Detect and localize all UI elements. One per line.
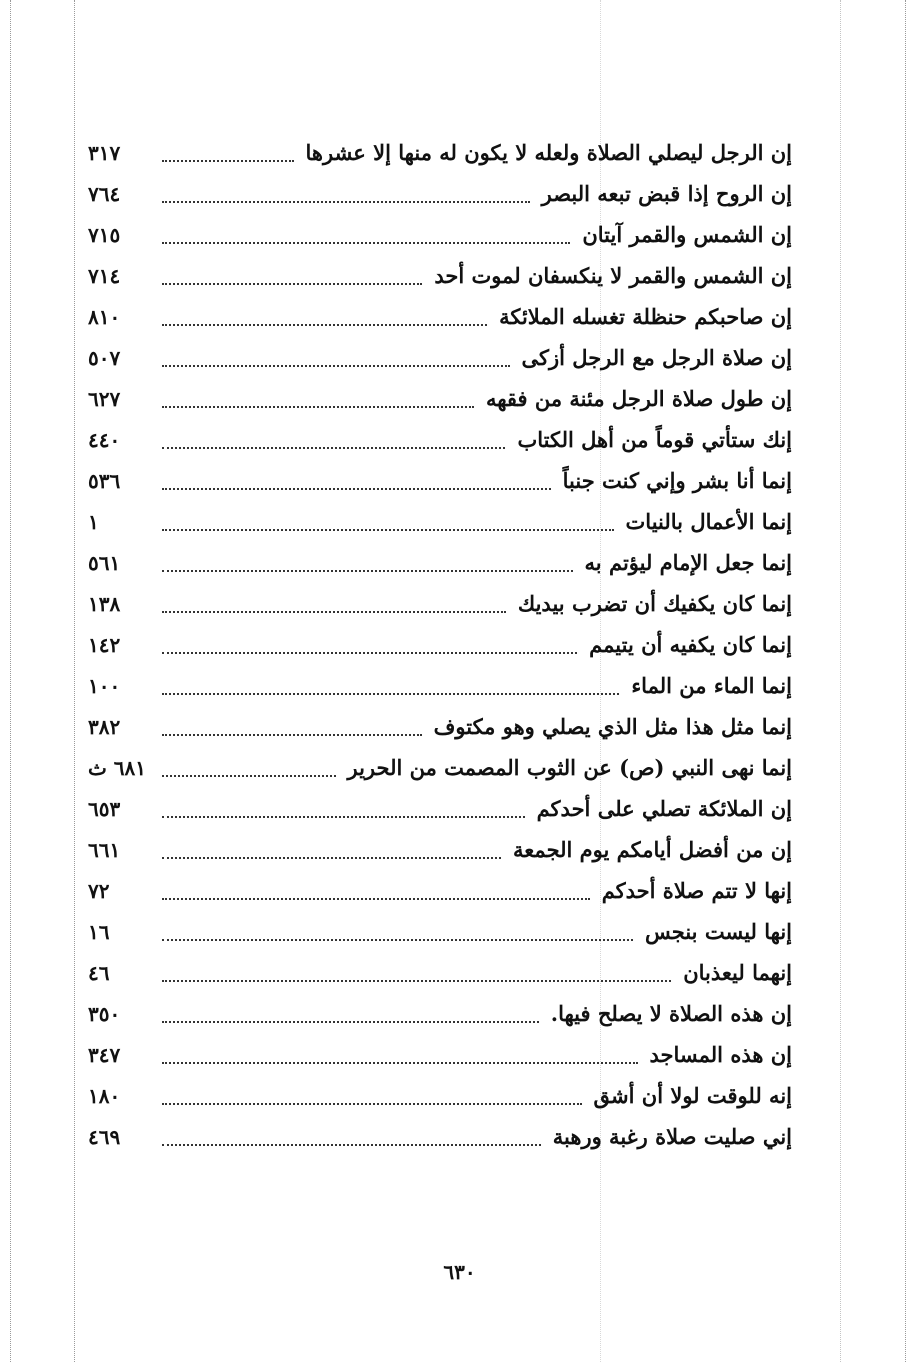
index-entry <box>88 1034 792 1075</box>
entry-text: إن الشمس والقمر آيتان <box>582 222 792 247</box>
index-entry <box>88 460 792 501</box>
entry-text: إني صليت صلاة رغبة ورهبة <box>552 1124 792 1149</box>
entry-page-number: ٧١٥ <box>88 223 121 247</box>
index-entry <box>88 624 792 665</box>
margin-guide-line <box>10 0 11 1362</box>
entry-page-number: ١٠٠ <box>88 674 121 698</box>
entry-text: إنه للوقت لولا أن أشق <box>593 1083 792 1108</box>
dot-leader <box>162 652 577 654</box>
index-entry <box>88 747 792 788</box>
entry-text: إن الشمس والقمر لا ينكسفان لموت أحد <box>434 263 792 288</box>
index-entry <box>88 214 792 255</box>
entry-text: إنما كان يكفيك أن تضرب بيديك <box>517 591 792 616</box>
index-entry <box>88 132 792 173</box>
dot-leader <box>162 734 422 736</box>
entry-text: إن الرجل ليصلي الصلاة ولعله لا يكون له منها إلا عشرها <box>305 140 792 165</box>
index-entry <box>88 1116 792 1157</box>
entry-page-number: ١٦ <box>88 920 110 944</box>
index-entry <box>88 296 792 337</box>
entry-page-number: ٧٢ <box>88 879 110 903</box>
entry-text: إنما جعل الإمام ليؤتم به <box>584 550 792 575</box>
entry-text: إن هذه المساجد <box>649 1042 792 1067</box>
entry-page-number: ٣٤٧ <box>88 1043 121 1067</box>
entry-page-number: ٦٢٧ <box>88 387 121 411</box>
entry-text: إن هذه الصلاة لا يصلح فيها. <box>550 1001 792 1026</box>
entry-page-number: ٦٦١ <box>88 838 121 862</box>
entry-page-number: ٣٨٢ <box>88 715 121 739</box>
entry-text: إنما كان يكفيه أن يتيمم <box>589 632 792 657</box>
entry-page-number: ٧١٤ <box>88 264 121 288</box>
entry-page-number: ٤٦ <box>88 961 110 985</box>
dot-leader <box>162 447 505 449</box>
entry-text: إنها ليست بنجس <box>645 919 792 944</box>
dot-leader <box>162 1144 541 1146</box>
entry-text: إنهما ليعذبان <box>683 960 792 985</box>
entry-page-number: ٦٥٣ <box>88 797 121 821</box>
margin-guide-line <box>74 0 75 1362</box>
margin-guide-line <box>905 0 906 1362</box>
page-number: ٦٣٠ <box>443 1260 476 1284</box>
dot-leader <box>162 775 336 777</box>
index-entry <box>88 952 792 993</box>
index-entry <box>88 173 792 214</box>
index-entry <box>88 829 792 870</box>
entry-text: إن صاحبكم حنظلة تغسله الملائكة <box>499 304 792 329</box>
margin-guide-line <box>840 0 841 1362</box>
entry-text: إن من أفضل أيامكم يوم الجمعة <box>513 837 792 862</box>
entry-text: إنما الأعمال بالنيات <box>625 509 792 534</box>
entry-page-number: ١٨٠ <box>88 1084 121 1108</box>
dot-leader <box>162 693 619 695</box>
dot-leader <box>162 1062 638 1064</box>
index-entry <box>88 542 792 583</box>
entry-text: إن صلاة الرجل مع الرجل أزكى <box>521 345 792 370</box>
entry-page-number: ١ <box>88 510 99 534</box>
entry-text: إن الملائكة تصلي على أحدكم <box>536 796 792 821</box>
entry-text: إنما نهى النبي (ص) عن الثوب المصمت من الحرير <box>347 755 792 780</box>
dot-leader <box>162 201 530 203</box>
index-entry <box>88 1075 792 1116</box>
index-entry <box>88 419 792 460</box>
index-entry <box>88 911 792 952</box>
entry-page-number: ٤٤٠ <box>88 428 121 452</box>
index-entry <box>88 501 792 542</box>
index-entry <box>88 870 792 911</box>
dot-leader <box>162 898 590 900</box>
dot-leader <box>162 980 671 982</box>
dot-leader <box>162 160 294 162</box>
dot-leader <box>162 406 474 408</box>
entry-text: إن طول صلاة الرجل مئنة من فقهه <box>485 386 792 411</box>
entry-page-number: ٥٦١ <box>88 551 121 575</box>
dot-leader <box>162 529 614 531</box>
dot-leader <box>162 939 633 941</box>
dot-leader <box>162 365 510 367</box>
index-entry <box>88 788 792 829</box>
hadith-index-list <box>88 132 792 1157</box>
entry-text: إنك ستأتي قوماً من أهل الكتاب <box>517 427 792 452</box>
entry-text: إنما الماء من الماء <box>631 673 792 698</box>
dot-leader <box>162 1021 539 1023</box>
entry-page-number: ٣٥٠ <box>88 1002 121 1026</box>
entry-page-number: ٥٠٧ <box>88 346 121 370</box>
index-entry <box>88 378 792 419</box>
dot-leader <box>162 570 573 572</box>
dot-leader <box>162 1103 582 1105</box>
index-entry <box>88 583 792 624</box>
entry-page-number: ٣١٧ <box>88 141 121 165</box>
entry-text: إن الروح إذا قبض تبعه البصر <box>541 181 792 206</box>
entry-page-number: ٥٣٦ <box>88 469 121 493</box>
entry-page-number: ١٤٢ <box>88 633 121 657</box>
entry-page-number: ٤٦٩ <box>88 1125 121 1149</box>
dot-leader <box>162 324 487 326</box>
dot-leader <box>162 283 422 285</box>
dot-leader <box>162 857 501 859</box>
entry-page-number: ٧٦٤ <box>88 182 121 206</box>
entry-page-number: ٦٨١ ث <box>88 756 147 780</box>
index-entry <box>88 993 792 1034</box>
entry-page-number: ٨١٠ <box>88 305 121 329</box>
dot-leader <box>162 488 551 490</box>
entry-text: إنها لا تتم صلاة أحدكم <box>601 878 792 903</box>
index-entry <box>88 255 792 296</box>
dot-leader <box>162 816 525 818</box>
entry-text: إنما مثل هذا مثل الذي يصلي وهو مكتوف <box>433 714 792 739</box>
dot-leader <box>162 242 570 244</box>
index-entry <box>88 706 792 747</box>
dot-leader <box>162 611 506 613</box>
index-entry <box>88 337 792 378</box>
entry-page-number: ١٣٨ <box>88 592 121 616</box>
entry-text: إنما أنا بشر وإني كنت جنباً <box>562 468 792 493</box>
index-entry <box>88 665 792 706</box>
